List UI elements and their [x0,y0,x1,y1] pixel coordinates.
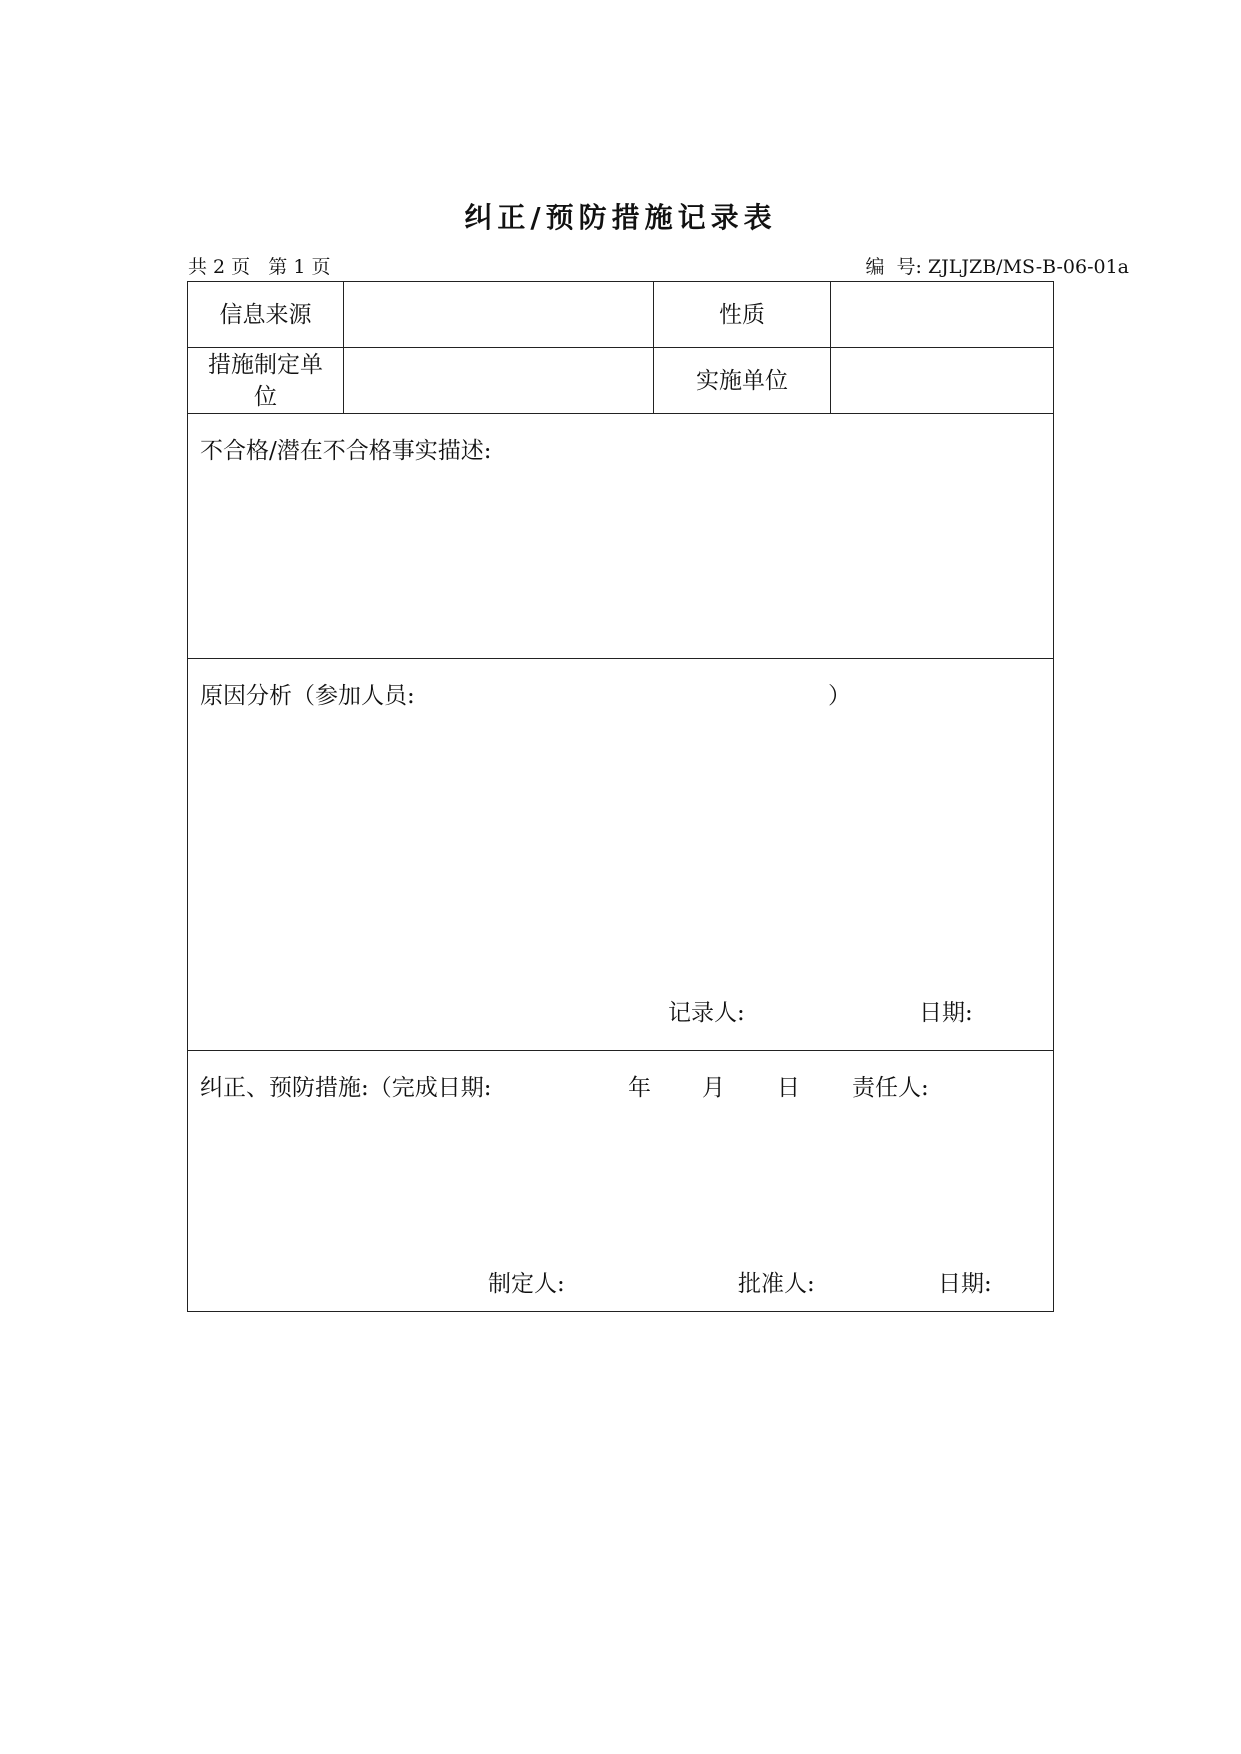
measure-unit-label: 措施制定单位 [188,348,344,414]
document-number: 编 号: ZJLJZB/MS-B-06-01a [865,256,1129,278]
measures-year: 年 [628,1075,651,1101]
cause-date-label: 日期: [919,1000,973,1026]
info-source-label: 信息来源 [188,282,344,348]
nonconformity-section[interactable] [188,414,1054,659]
responsible-label: 责任人: [852,1075,929,1101]
approver-label: 批准人: [738,1271,815,1297]
nature-label: 性质 [654,282,831,348]
info-source-field[interactable] [344,282,654,348]
measure-unit-field[interactable] [344,348,654,414]
form-title: 纠正/预防措施记录表 [464,201,777,234]
cause-analysis-section[interactable] [188,659,1054,1051]
measures-day: 日 [777,1075,800,1101]
nonconformity-label: 不合格/潜在不合格事实描述: [200,438,492,464]
impl-unit-label: 实施单位 [654,348,831,414]
recorder-label: 记录人: [668,1000,745,1026]
page-info: 共 2 页 第 1 页 [188,256,331,278]
cause-analysis-label: 原因分析（参加人员: [200,683,415,709]
formulator-label: 制定人: [488,1271,565,1297]
record-form-table [187,281,1054,1312]
impl-unit-field[interactable] [831,348,1054,414]
nature-field[interactable] [831,282,1054,348]
corrective-measures-section[interactable] [188,1051,1054,1312]
measures-date-label: 日期: [938,1271,992,1297]
cause-close-paren: ） [828,683,851,709]
measures-label: 纠正、预防措施:（完成日期: [200,1075,492,1101]
measures-month: 月 [702,1075,725,1101]
